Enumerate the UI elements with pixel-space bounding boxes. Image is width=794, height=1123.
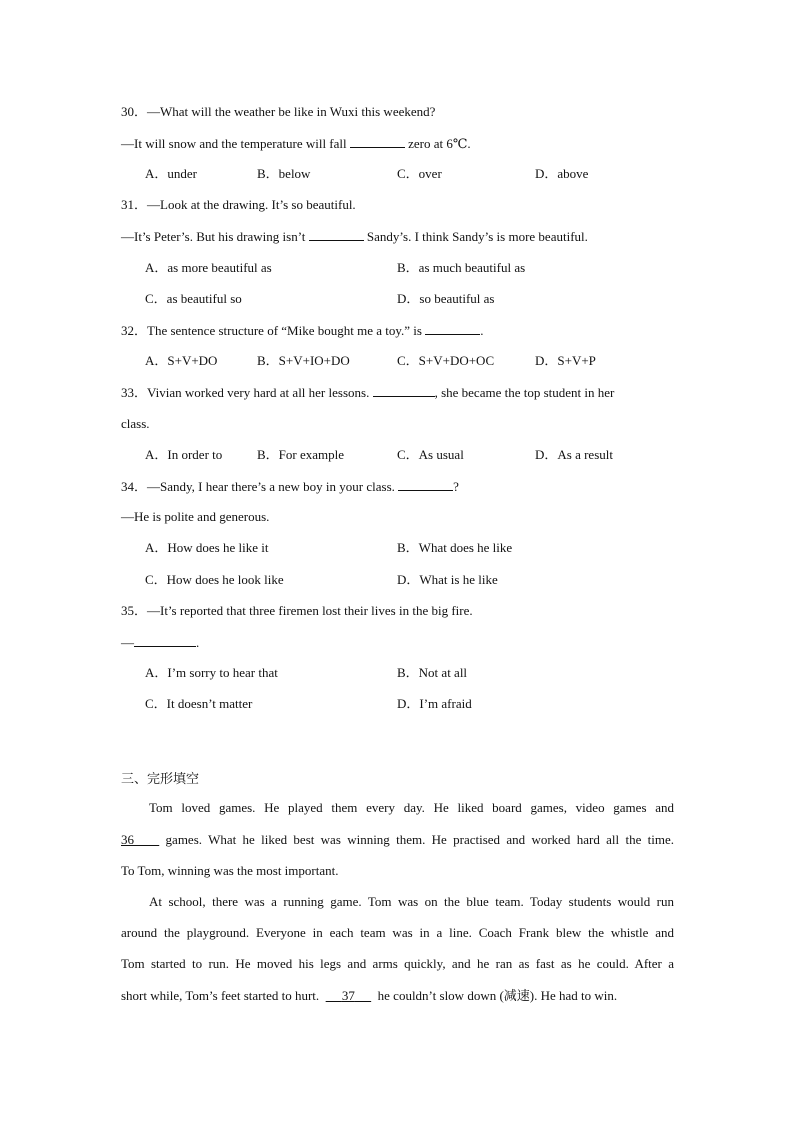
q34-option-b[interactable]: B．What does he like (397, 540, 513, 555)
q33-stem (121, 384, 614, 401)
q34-stem-pre: 34．—Sandy, I hear there’s a new boy in your class. (121, 479, 395, 494)
q33-stem-cont: class. (121, 416, 150, 431)
section-heading: 三、完形填空 (121, 772, 200, 787)
q34-answer-blank[interactable] (398, 478, 453, 491)
cloze-blank-37[interactable]: 37 (341, 988, 355, 1003)
cloze-p1-line2-text: games. What he liked best was winning them. He practised and worked hard all the time. (165, 832, 674, 847)
q33-option-d[interactable]: D．As a result (535, 447, 613, 462)
q32-option-b[interactable]: B．S+V+IO+DO (257, 353, 350, 368)
cloze-p2-line4-pre: short while, Tom’s feet started to hurt. (121, 988, 320, 1003)
q30-reply-post: zero at 6℃. (408, 136, 471, 151)
q35-option-c[interactable]: C．It doesn’t matter (145, 696, 253, 711)
q34-stem-post: ? (453, 479, 459, 494)
q33-option-c[interactable]: C．As usual (397, 447, 464, 462)
q35-answer-blank[interactable] (134, 634, 196, 647)
q31-option-b[interactable]: B．as much beautiful as (397, 260, 526, 275)
q33-stem-post: , she became the top student in her (434, 385, 615, 400)
q34-option-c[interactable]: C．How does he look like (145, 572, 284, 587)
cloze-p2-line4 (121, 988, 674, 1004)
cloze-p2-line4-post: he couldn’t slow down (减速). He had to win. (377, 988, 618, 1003)
q30-option-c[interactable]: C．over (397, 166, 442, 181)
q30-option-b[interactable]: B．below (257, 166, 311, 181)
q32-option-a[interactable]: A．S+V+DO (145, 353, 218, 368)
q35-reply-pre: — (121, 635, 134, 650)
cloze-p1-line3: To Tom, winning was the most important. (121, 863, 339, 878)
q30-option-a[interactable]: A．under (145, 166, 197, 181)
q31-stem: 31．—Look at the drawing. It’s so beautiful. (121, 197, 356, 212)
q33-option-a[interactable]: A．In order to (145, 447, 223, 462)
q32-option-d[interactable]: D．S+V+P (535, 353, 596, 368)
q31-option-d[interactable]: D．so beautiful as (397, 291, 495, 306)
q34-stem (121, 478, 459, 495)
cloze-p2-line2: around the playground. Everyone in each team was in a line. Coach Frank blew the whistle and (121, 925, 674, 940)
q33-answer-blank[interactable] (373, 384, 435, 397)
q31-reply (121, 228, 588, 245)
q35-option-b[interactable]: B．Not at all (397, 665, 468, 680)
q30-reply (121, 135, 471, 152)
cloze-p2-line1: At school, there was a running game. Tom was on the blue team. Today students would run (149, 894, 674, 909)
q30-stem: 30．—What will the weather be like in Wuxi this weekend? (121, 104, 436, 119)
q30-answer-blank[interactable] (350, 135, 405, 148)
q35-stem: 35．—It’s reported that three firemen lost their lives in the big fire. (121, 603, 473, 618)
q34-option-d[interactable]: D．What is he like (397, 572, 498, 587)
cloze-blank-36[interactable]: 36 (121, 832, 134, 847)
q31-reply-post: Sandy’s. I think Sandy’s is more beautiful. (366, 229, 588, 244)
cloze-p2-line3: Tom started to run. He moved his legs and arms quickly, and he ran as fast as he could. After a (121, 956, 674, 971)
q35-option-d[interactable]: D．I’m afraid (397, 696, 472, 711)
q35-reply-post: . (196, 635, 200, 650)
q32-answer-blank[interactable] (425, 322, 480, 335)
cloze-p1-line2 (121, 832, 674, 848)
q31-reply-pre: —It’s Peter’s. But his drawing isn’t (121, 229, 306, 244)
q31-answer-blank[interactable] (309, 228, 364, 241)
q30-reply-pre: —It will snow and the temperature will fall (121, 136, 347, 151)
q31-option-c[interactable]: C．as beautiful so (145, 291, 242, 306)
q33-stem-pre: 33．Vivian worked very hard at all her lessons. (121, 385, 370, 400)
q35-reply (121, 634, 199, 651)
q32-stem-post: . (480, 323, 484, 338)
cloze-p1-line1: Tom loved games. He played them every day. He liked board games, video games and (149, 800, 674, 815)
q34-option-a[interactable]: A．How does he like it (145, 540, 269, 555)
q32-option-c[interactable]: C．S+V+DO+OC (397, 353, 495, 368)
q30-option-d[interactable]: D．above (535, 166, 589, 181)
q35-option-a[interactable]: A．I’m sorry to hear that (145, 665, 278, 680)
q34-reply: —He is polite and generous. (121, 509, 270, 524)
q31-option-a[interactable]: A．as more beautiful as (145, 260, 272, 275)
q32-stem-pre: 32．The sentence structure of “Mike bought me a toy.” is (121, 323, 422, 338)
q32-stem (121, 322, 483, 339)
q33-option-b[interactable]: B．For example (257, 447, 345, 462)
